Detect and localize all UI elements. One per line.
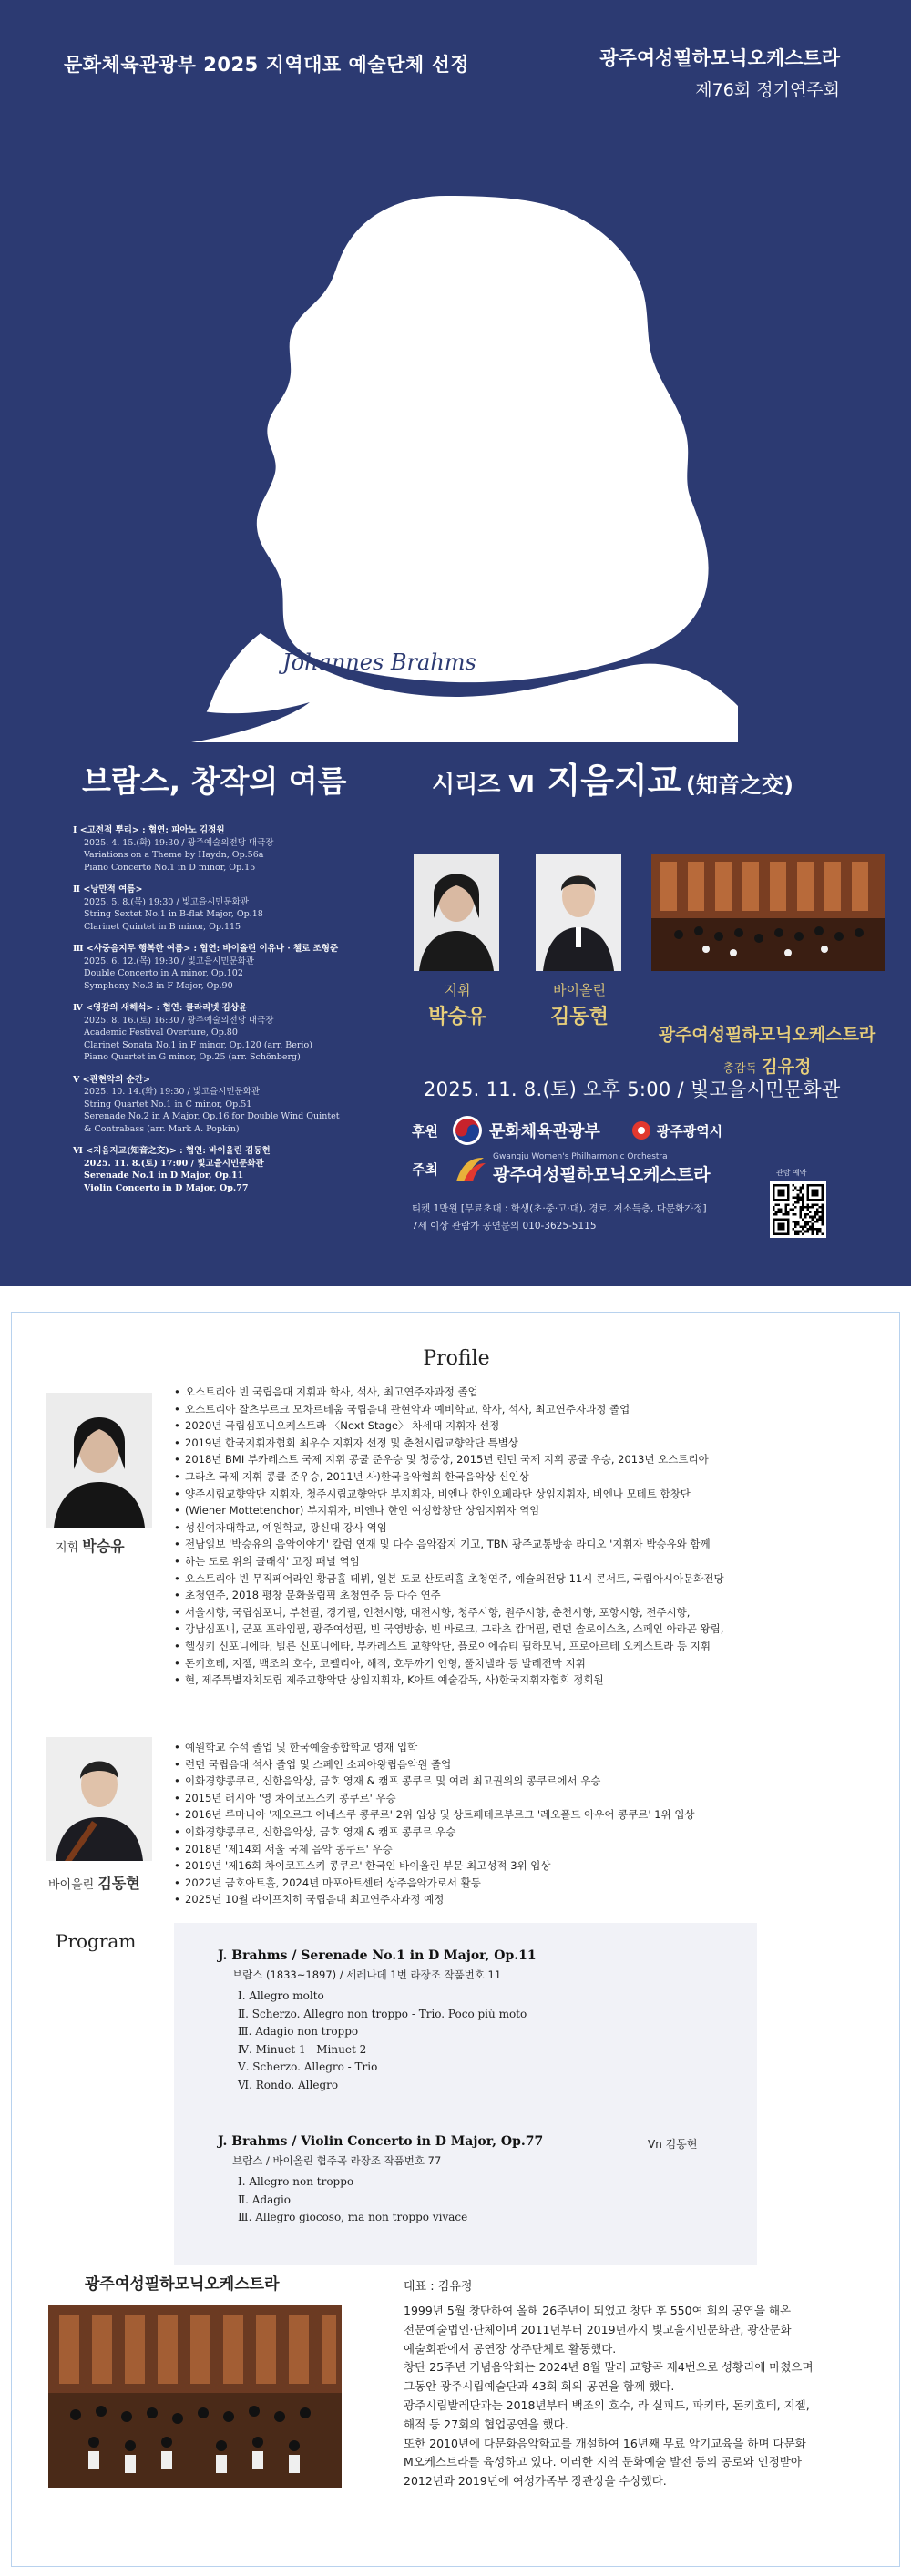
orchestra-text-line: 창단 25주년 기념음악회는 2024년 8월 말러 교향곡 제4번으로 성황리에 마쳤으며 bbox=[404, 2360, 814, 2375]
season-program-line: Academic Festival Overture, Op.80 bbox=[84, 1027, 238, 1038]
season-program-line: Serenade No.1 in D Major, Op.11 bbox=[84, 1170, 244, 1181]
season-program-item bbox=[73, 824, 410, 874]
concert-title bbox=[432, 752, 793, 802]
music-director-name: 김유정 bbox=[761, 1057, 812, 1077]
poster-front bbox=[0, 0, 911, 1286]
season-program-item bbox=[73, 1074, 410, 1136]
orchestra-text-line: 전문예술법인·단체이며 2011년부터 2019년까지 빛고을시민문화관, 광산문화 bbox=[404, 2322, 792, 2336]
host-key: 주최 bbox=[412, 1161, 438, 1178]
movement: Ⅱ. Scherzo. Allegro non troppo - Trio. Poco più moto bbox=[238, 2007, 527, 2020]
bio-item: • 하는 도로 위의 클래식' 고정 패널 역임 bbox=[174, 1553, 875, 1570]
concert-title-hanja: (知音之交) bbox=[685, 772, 793, 798]
host-name-kr: 광주여성필하모닉오케스트라 bbox=[493, 1165, 711, 1185]
season-program-line: Clarinet Sonata No.1 in F minor, Op.120 (arr. Berio) bbox=[84, 1039, 312, 1050]
bio-item: • 2025년 10월 라이프치히 국립음대 최고연주자과정 예정 bbox=[174, 1891, 875, 1908]
bio-item: • 오스트리아 잘츠부르크 모차르테움 국립음대 관현악과 예비학교, 학사, 석사, 최고연주자과정 졸업 bbox=[174, 1401, 875, 1418]
season-program-line: Violin Concerto in D Major, Op.77 bbox=[84, 1182, 249, 1193]
season-program-line: Serenade No.2 in A Major, Op.16 for Double Wind Quintet bbox=[84, 1111, 340, 1121]
season-program-heading: Ⅴ <관현악의 순간> bbox=[73, 1074, 150, 1085]
conductor-name: 박승유 bbox=[428, 1006, 486, 1028]
bio-item: • 2019년 '제16회 차이코프스키 콩쿠르' 한국인 바이올린 부문 최고성적 3위 입상 bbox=[174, 1857, 875, 1875]
violinist-role: 바이올린 bbox=[553, 982, 606, 998]
series-label: 시리즈 Ⅵ bbox=[432, 772, 535, 799]
bio-item: • 2016년 루마니아 '제오르그 에네스쿠 콩쿠르' 2위 입상 및 상트페테르부르크 '레오폴드 아우어 콩쿠르' 1위 입상 bbox=[174, 1806, 875, 1824]
orchestra-text-line: 광주시립발레단과는 2018년부터 백조의 호수, 라 실피드, 파키타, 돈키호테, 지젤, bbox=[404, 2397, 810, 2412]
concert-number: 제76회 정기연주회 bbox=[695, 80, 840, 100]
sponsor-row bbox=[412, 1116, 753, 1145]
piece-serenade bbox=[218, 1948, 537, 2094]
host-row bbox=[412, 1152, 753, 1186]
p2-name: 김동현 bbox=[97, 1875, 140, 1892]
movement: Ⅵ. Rondo. Allegro bbox=[238, 2078, 339, 2091]
gwangju-city-logo-icon bbox=[631, 1120, 651, 1140]
orchestra-heading: 광주여성필하모닉오케스트라 bbox=[85, 2275, 280, 2294]
movement: Ⅱ. Adagio bbox=[238, 2193, 292, 2206]
violinist-photo bbox=[536, 854, 621, 971]
bio-item: • 이화경향콩쿠르, 신한음악상, 금호 영재 & 캠프 콩쿠르 우승 bbox=[174, 1824, 875, 1841]
bio-item: • 돈키호테, 지젤, 백조의 호수, 코펠리아, 해적, 호두까기 인형, 풀치넬라 등 발레전막 지휘 bbox=[174, 1655, 875, 1672]
conductor-bio-list bbox=[174, 1384, 875, 1689]
piece-violin-concerto bbox=[218, 2134, 543, 2227]
sponsor-city: 광주광역시 bbox=[656, 1122, 723, 1140]
season-program-item bbox=[73, 1145, 410, 1194]
season-program-line: Variations on a Theme by Haydn, Op.56a bbox=[84, 850, 264, 860]
season-program-line: Piano Quartet in G minor, Op.25 (arr. Schönberg) bbox=[84, 1052, 301, 1062]
movement: Ⅰ. Allegro molto bbox=[238, 1989, 324, 2002]
host-names bbox=[493, 1152, 742, 1186]
bio-item: • 이화경향콩쿠르, 신한음악상, 금호 영재 & 캠프 콩쿠르 및 여러 최고권위의 콩쿠르에서 우승 bbox=[174, 1773, 875, 1790]
p1-role: 지휘 bbox=[56, 1541, 79, 1555]
ticket-info bbox=[412, 1201, 707, 1235]
movement: Ⅲ. Adagio non troppo bbox=[238, 2025, 359, 2038]
qr-label: 관람 예약 bbox=[776, 1169, 807, 1177]
bio-item: • 초청연주, 2018 평창 문화올림픽 초청연주 등 다수 연주 bbox=[174, 1587, 875, 1604]
movement: Ⅲ. Allegro giocoso, ma non troppo vivace bbox=[238, 2211, 468, 2223]
sponsor-key: 후원 bbox=[412, 1122, 438, 1140]
poster-back bbox=[11, 1312, 900, 2567]
concert-date-venue: 2025. 11. 8.(토) 오후 5:00 / 빛고을시민문화관 bbox=[424, 1078, 841, 1100]
bio-item: • 전남일보 '박승유의 음악이야기' 칼럼 연재 및 다수 음악잡지 기고, TBN 광주교통방송 라디오 '지휘자 박승유와 함께 bbox=[174, 1536, 875, 1553]
orchestra-text-line: 2012년과 2019년에 여성가족부 장관상을 수상했다. bbox=[404, 2474, 667, 2489]
bio-item: • 서울시향, 국립심포니, 부천필, 경기필, 인천시향, 대전시향, 청주시향, 원주시향, 춘천시향, 포항시향, 전주시향, bbox=[174, 1604, 875, 1621]
season-program-line: String Sextet No.1 in B-flat Major, Op.18 bbox=[84, 909, 263, 919]
conductor-caption bbox=[56, 1535, 125, 1556]
bio-item: • 성신여자대학교, 예원학교, 광신대 강사 역임 bbox=[174, 1519, 875, 1537]
orchestra-text-line: 예술회관에서 공연장 상주단체로 활동했다. bbox=[404, 2341, 617, 2356]
season-program-line: & Contrabass (arr. Mark A. Popkin) bbox=[84, 1123, 240, 1134]
orchestra-label bbox=[649, 1021, 885, 1078]
bio-item: • 2019년 한국지휘자협회 최우수 지휘자 선정 및 춘천시립교향악단 특별상 bbox=[174, 1435, 875, 1452]
ticket-price: 티켓 1만원 [무료초대 : 학생(초·중·고·대), 경로, 저소득층, 다문화가정] bbox=[412, 1203, 707, 1214]
signature-text: Johannes Brahms bbox=[282, 649, 476, 675]
p2-role: 바이올린 bbox=[48, 1878, 95, 1892]
season-program-heading: Ⅳ <영감의 새해석> : 협연: 클라리넷 김상윤 bbox=[73, 1003, 248, 1013]
conductor-profile-photo bbox=[46, 1393, 152, 1528]
piece2-title: J. Brahms / Violin Concerto in D Major, Op.77 bbox=[218, 2134, 544, 2149]
bio-item: • 현, 제주특별자치도립 제주교향악단 상임지휘자, K아트 예술감독, 사)한국지휘자협회 정회원 bbox=[174, 1671, 875, 1689]
concert-title-main: 지음지교 bbox=[547, 761, 681, 801]
orchestra-text-line: M오케스트라를 육성하고 있다. 이러한 지역 문화예술 발전 등의 공로와 인정받아 bbox=[404, 2455, 802, 2469]
season-program-line: 2025. 8. 16.(토) 16:30 / 광주예술의전당 대극장 bbox=[84, 1015, 274, 1026]
orchestra-description bbox=[404, 2302, 877, 2491]
season-program-heading: Ⅵ <지음지교(知音之交)> : 협연: 바이올린 김동현 bbox=[73, 1146, 271, 1156]
bio-item: • 그라츠 국제 지휘 콩쿨 준우승, 2011년 사)한국음악협회 한국음악상 신인상 bbox=[174, 1468, 875, 1486]
bio-item: • 2015년 러시아 '영 차이코프스키 콩쿠르' 우승 bbox=[174, 1790, 875, 1807]
conductor-photo bbox=[414, 854, 499, 971]
violinist-name: 김동현 bbox=[550, 1006, 609, 1028]
host-name-en: Gwangju Women's Philharmonic Orchestra bbox=[493, 1152, 668, 1161]
sponsors-block bbox=[412, 1116, 753, 1193]
p1-name: 박승유 bbox=[82, 1538, 125, 1555]
season-program-heading: Ⅰ <고전적 뿌리> : 협연: 피아노 김정원 bbox=[73, 825, 225, 835]
season-program-line: 2025. 4. 15.(화) 19:30 / 광주예술의전당 대극장 bbox=[84, 837, 274, 848]
orchestra-concert-photo bbox=[48, 2305, 342, 2488]
music-director-role: 총감독 bbox=[722, 1062, 758, 1076]
bio-item: • 2022년 금호아트홀, 2024년 마포아트센터 상주음악가로서 활동 bbox=[174, 1875, 875, 1892]
bio-item: • 오스트리아 빈 국립음대 지휘과 학사, 석사, 최고연주자과정 졸업 bbox=[174, 1384, 875, 1401]
sponsor-ministry: 문화체육관광부 bbox=[489, 1122, 600, 1141]
season-program-line: Symphony No.3 in F Major, Op.90 bbox=[84, 980, 233, 991]
season-program-line: Double Concerto in A minor, Op.102 bbox=[84, 968, 243, 978]
bio-item: • (Wiener Mottetenchor) 부지휘자, 비엔나 한인 여성합창단 상임지휘자 역임 bbox=[174, 1502, 875, 1519]
violinist-label bbox=[523, 980, 636, 1029]
piece1-subtitle: 브람스 (1833~1897) / 세레나데 1번 라장조 작품번호 11 bbox=[232, 1968, 502, 1981]
bio-item: • 런던 국립음대 석사 졸업 및 스페인 소피아왕립음악원 졸업 bbox=[174, 1756, 875, 1774]
season-program-line: 2025. 6. 12.(목) 19:30 / 빛고을시민문화관 bbox=[84, 956, 255, 966]
season-program-line: 2025. 5. 8.(목) 19:30 / 빛고을시민문화관 bbox=[84, 896, 250, 907]
orchestra-label-name: 광주여성필하모닉오케스트라 bbox=[658, 1025, 876, 1045]
profile-heading: Profile bbox=[423, 1347, 490, 1370]
bio-item: • 헬싱키 신포니에타, 빌른 신포니에타, 부카레스트 교향악단, 플로이에슈티 필하모닉, 프로아르테 오케스트라 등 지휘 bbox=[174, 1638, 875, 1655]
season-title: 브람스, 창작의 여름 bbox=[82, 763, 347, 799]
piece2-subtitle: 브람스 / 바이올린 협주곡 라장조 작품번호 77 bbox=[232, 2154, 442, 2167]
piece2-soloist: Vn 김동현 bbox=[648, 2138, 698, 2151]
orchestra-director: 대표 : 김유정 bbox=[404, 2280, 473, 2294]
season-program-item bbox=[73, 1002, 410, 1064]
orchestra-name: 광주여성필하모닉오케스트라 bbox=[599, 47, 840, 69]
violinist-profile-photo bbox=[46, 1737, 152, 1861]
bio-item: • 오스트리아 빈 무직페어라인 황금홀 데뷔, 일본 도쿄 산토리홀 초청연주, 예술의전당 11시 콘서트, 국립아시아문화전당 bbox=[174, 1570, 875, 1588]
movement: Ⅰ. Allegro non troppo bbox=[238, 2175, 354, 2188]
movement: Ⅴ. Scherzo. Allegro - Trio bbox=[238, 2060, 378, 2073]
season-program-list bbox=[73, 824, 410, 1204]
bio-item: • 예원학교 수석 졸업 및 한국예술종합학교 영재 입학 bbox=[174, 1739, 875, 1756]
season-program-item bbox=[73, 943, 410, 992]
brahms-silhouette-image bbox=[191, 159, 738, 742]
season-program-line: Clarinet Quintet in B minor, Op.115 bbox=[84, 921, 241, 932]
piece1-movements bbox=[238, 1988, 537, 2094]
bio-item: • 양주시립교향악단 지휘자, 청주시립교향악단 부지휘자, 비엔나 한인오페라단 상임지휘자, 비엔나 모테트 합창단 bbox=[174, 1486, 875, 1503]
conductor-role: 지휘 bbox=[444, 982, 471, 998]
violinist-bio-list bbox=[174, 1739, 875, 1908]
season-program-line: 2025. 11. 8.(토) 17:00 / 빛고을시민문화관 bbox=[84, 1158, 264, 1169]
season-program-line: Piano Concerto No.1 in D minor, Op.15 bbox=[84, 862, 256, 873]
season-program-item bbox=[73, 884, 410, 933]
bio-item: • 2018년 '제14회 서울 국제 음악 콩쿠르' 우승 bbox=[174, 1841, 875, 1858]
music-director bbox=[649, 1053, 885, 1078]
taegeuk-logo-icon bbox=[453, 1116, 482, 1145]
gwpo-logo-icon bbox=[453, 1154, 487, 1185]
movement: Ⅳ. Minuet 1 - Minuet 2 bbox=[238, 2042, 367, 2056]
bio-item: • 2020년 국립심포니오케스트라 〈Next Stage〉 차세대 지휘자 선정 bbox=[174, 1417, 875, 1435]
violinist-caption bbox=[48, 1872, 140, 1893]
season-program-line: 2025. 10. 14.(화) 19:30 / 빛고을시민문화관 bbox=[84, 1087, 261, 1097]
season-program-heading: Ⅲ <사중음지무 행복한 여름> : 협연: 바이올린 이유나 · 첼로 조형준 bbox=[73, 944, 339, 954]
bio-item: • 강남심포니, 군포 프라임필, 광주여성필, 빈 국영방송, 빈 바로크, 그라츠 캄머필, 런던 솔로이스츠, 스페인 아라곤 왕립, bbox=[174, 1620, 875, 1638]
piece2-movements bbox=[238, 2173, 543, 2227]
orchestra-text-line: 또한 2010년에 다문화음악학교를 개설하여 16년째 무료 악기교육을 하며 다문화 bbox=[404, 2436, 806, 2450]
orchestra-text-line: 1999년 5월 창단하여 올해 26주년이 되었고 창단 후 550여 회의 공연을 해온 bbox=[404, 2304, 792, 2317]
piece1-title: J. Brahms / Serenade No.1 in D Major, Op.11 bbox=[218, 1948, 537, 1963]
orchestra-stage-photo bbox=[651, 854, 885, 971]
bio-item: • 2018년 BMI 부카레스트 국제 지휘 콩쿨 준우승 및 청중상, 2015년 런던 국제 지휘 콩쿨 우승, 2013년 오스트리아 bbox=[174, 1451, 875, 1468]
season-program-line: String Quartet No.1 in C minor, Op.51 bbox=[84, 1099, 252, 1109]
selection-banner: 문화체육관광부 2025 지역대표 예술단체 선정 bbox=[64, 54, 470, 76]
reservation-qr-code[interactable] bbox=[770, 1181, 826, 1238]
orchestra-text-line: 해적 등 27회의 협업공연을 했다. bbox=[404, 2417, 568, 2431]
orchestra-text-line: 그동안 광주시립예술단과 43회 회의 공연을 함께 했다. bbox=[404, 2379, 675, 2394]
season-program-heading: Ⅱ <낭만적 여름> bbox=[73, 884, 143, 894]
conductor-label bbox=[401, 980, 514, 1029]
orchestra-header bbox=[599, 44, 840, 101]
program-box bbox=[174, 1923, 757, 2265]
age-inquiry: 7세 이상 관람가 공연문의 010-3625-5115 bbox=[412, 1221, 597, 1232]
program-heading: Program bbox=[56, 1930, 137, 1952]
